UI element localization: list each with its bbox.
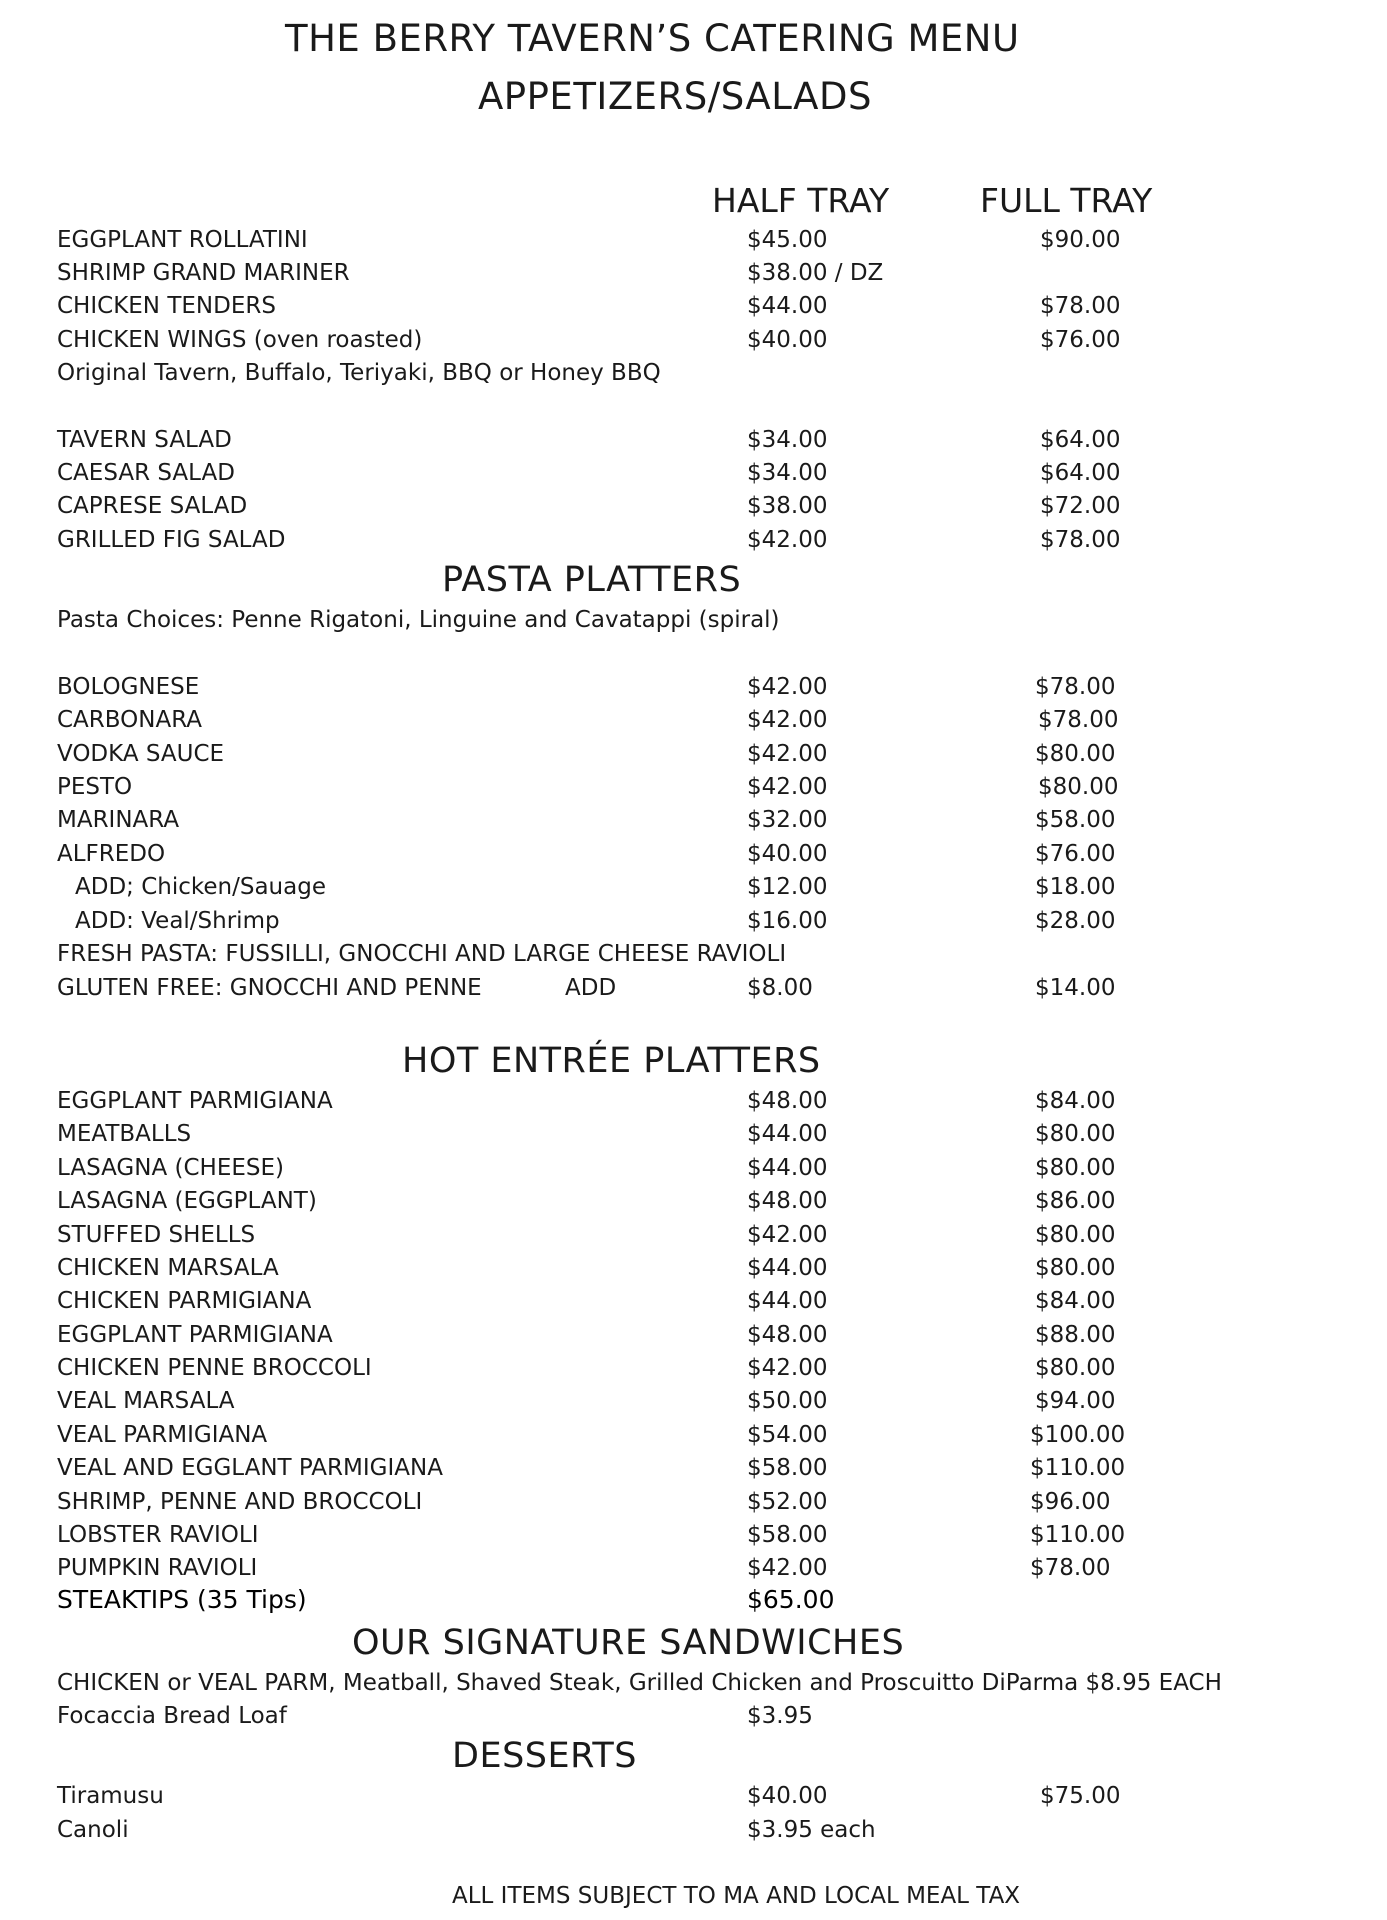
full-tray-price: $76.00 — [1040, 327, 1121, 353]
page-title: THE BERRY TAVERN’S CATERING MENU — [285, 17, 1020, 60]
half-tray-price: $50.00 — [747, 1388, 828, 1414]
full-tray-price: $28.00 — [1035, 908, 1116, 934]
section-heading-appetizers-salads: APPETIZERS/SALADS — [478, 75, 872, 118]
menu-item-name: Tiramusu — [57, 1783, 164, 1809]
half-tray-price: $40.00 — [747, 841, 828, 867]
menu-item-name: VEAL MARSALA — [57, 1388, 235, 1414]
tax-footer-note: ALL ITEMS SUBJECT TO MA AND LOCAL MEAL TAX — [452, 1883, 1021, 1909]
menu-item-name: LASAGNA (CHEESE) — [57, 1155, 285, 1181]
half-tray-price: $44.00 — [747, 1155, 828, 1181]
full-tray-price: $80.00 — [1035, 1222, 1116, 1248]
half-tray-price: $8.00 — [747, 975, 813, 1001]
menu-item-addon: ADD; Chicken/Sauage — [75, 874, 326, 900]
section-heading-pasta: PASTA PLATTERS — [442, 560, 742, 600]
menu-item-name: Canoli — [57, 1817, 129, 1843]
full-tray-price: $80.00 — [1035, 1121, 1116, 1147]
full-tray-price: $100.00 — [1030, 1422, 1126, 1448]
gluten-free-add-label: ADD — [565, 975, 617, 1001]
full-tray-price: $110.00 — [1030, 1522, 1126, 1548]
full-tray-price: $78.00 — [1038, 707, 1119, 733]
menu-item-name: EGGPLANT PARMIGIANA — [57, 1088, 333, 1114]
pasta-choices-note: Pasta Choices: Penne Rigatoni, Linguine and Cavatappi (spiral) — [57, 607, 780, 633]
menu-item-name: STUFFED SHELLS — [57, 1222, 256, 1248]
menu-item-name: EGGPLANT ROLLATINI — [57, 227, 308, 253]
menu-item-name: PUMPKIN RAVIOLI — [57, 1555, 258, 1581]
full-tray-price: $14.00 — [1035, 975, 1116, 1001]
full-tray-price: $76.00 — [1035, 841, 1116, 867]
half-tray-price: $58.00 — [747, 1455, 828, 1481]
column-header-full-tray: FULL TRAY — [980, 181, 1153, 220]
half-tray-price: $52.00 — [747, 1489, 828, 1515]
half-tray-price: $12.00 — [747, 874, 828, 900]
full-tray-price: $58.00 — [1035, 807, 1116, 833]
half-tray-price: $42.00 — [747, 741, 828, 767]
full-tray-price: $86.00 — [1035, 1188, 1116, 1214]
half-tray-price: $42.00 — [747, 774, 828, 800]
menu-item-name: MARINARA — [57, 807, 180, 833]
half-tray-price: $42.00 — [747, 674, 828, 700]
menu-item-name: CHICKEN TENDERS — [57, 293, 276, 319]
menu-item-name: PESTO — [57, 774, 133, 800]
half-tray-price: $3.95 — [747, 1703, 813, 1729]
half-tray-price: $48.00 — [747, 1322, 828, 1348]
half-tray-price: $16.00 — [747, 908, 828, 934]
half-tray-price: $45.00 — [747, 227, 828, 253]
full-tray-price: $84.00 — [1035, 1288, 1116, 1314]
full-tray-price: $80.00 — [1035, 1355, 1116, 1381]
menu-item-name: CAESAR SALAD — [57, 460, 235, 486]
full-tray-price: $78.00 — [1030, 1555, 1111, 1581]
half-tray-price: $58.00 — [747, 1522, 828, 1548]
half-tray-price: $42.00 — [747, 527, 828, 553]
full-tray-price: $78.00 — [1040, 293, 1121, 319]
menu-item-name: CARBONARA — [57, 707, 202, 733]
full-tray-price: $96.00 — [1030, 1489, 1111, 1515]
menu-item-name: CHICKEN WINGS (oven roasted) — [57, 327, 423, 353]
half-tray-price: $42.00 — [747, 1355, 828, 1381]
half-tray-price: $48.00 — [747, 1088, 828, 1114]
menu-item-name: TAVERN SALAD — [57, 427, 232, 453]
full-tray-price: $18.00 — [1035, 874, 1116, 900]
gluten-free-note: GLUTEN FREE: GNOCCHI AND PENNE — [57, 975, 482, 1001]
half-tray-price: $32.00 — [747, 807, 828, 833]
half-tray-price: $40.00 — [747, 327, 828, 353]
menu-item-name: CAPRESE SALAD — [57, 493, 248, 519]
column-header-half-tray: HALF TRAY — [712, 181, 890, 220]
full-tray-price: $84.00 — [1035, 1088, 1116, 1114]
menu-item-name: LASAGNA (EGGPLANT) — [57, 1188, 317, 1214]
full-tray-price: $72.00 — [1040, 493, 1121, 519]
full-tray-price: $94.00 — [1035, 1388, 1116, 1414]
full-tray-price: $80.00 — [1038, 774, 1119, 800]
menu-item-name: VODKA SAUCE — [57, 741, 225, 767]
menu-item-name: CHICKEN PARMIGIANA — [57, 1288, 312, 1314]
half-tray-price: $34.00 — [747, 427, 828, 453]
half-tray-price: $38.00 / DZ — [747, 260, 884, 286]
menu-item-name: SHRIMP, PENNE AND BROCCOLI — [57, 1489, 423, 1515]
half-tray-price: $3.95 each — [747, 1817, 876, 1843]
half-tray-price: $65.00 — [747, 1585, 835, 1614]
sandwich-description: CHICKEN or VEAL PARM, Meatball, Shaved Steak, Grilled Chicken and Proscuitto DiParma $8.95 EACH — [57, 1670, 1222, 1696]
half-tray-price: $44.00 — [747, 1121, 828, 1147]
menu-item-name: CHICKEN PENNE BROCCOLI — [57, 1355, 372, 1381]
menu-item-name: BOLOGNESE — [57, 674, 200, 700]
menu-item-name: ALFREDO — [57, 841, 166, 867]
full-tray-price: $78.00 — [1035, 674, 1116, 700]
full-tray-price: $80.00 — [1035, 741, 1116, 767]
full-tray-price: $88.00 — [1035, 1322, 1116, 1348]
menu-item-name: LOBSTER RAVIOLI — [57, 1522, 259, 1548]
section-heading-hot-entrees: HOT ENTRÉE PLATTERS — [402, 1041, 821, 1081]
menu-item-name: SHRIMP GRAND MARINER — [57, 260, 350, 286]
menu-item-name: VEAL AND EGGLANT PARMIGIANA — [57, 1455, 443, 1481]
half-tray-price: $44.00 — [747, 1288, 828, 1314]
full-tray-price: $64.00 — [1040, 427, 1121, 453]
full-tray-price: $80.00 — [1035, 1155, 1116, 1181]
half-tray-price: $42.00 — [747, 1222, 828, 1248]
half-tray-price: $42.00 — [747, 1555, 828, 1581]
half-tray-price: $48.00 — [747, 1188, 828, 1214]
section-heading-sandwiches: OUR SIGNATURE SANDWICHES — [352, 1623, 905, 1663]
half-tray-price: $44.00 — [747, 1255, 828, 1281]
menu-item-name: EGGPLANT PARMIGIANA — [57, 1322, 333, 1348]
menu-item-name: CHICKEN MARSALA — [57, 1255, 279, 1281]
full-tray-price: $80.00 — [1035, 1255, 1116, 1281]
half-tray-price: $42.00 — [747, 707, 828, 733]
menu-item-description: Original Tavern, Buffalo, Teriyaki, BBQ or Honey BBQ — [57, 360, 661, 386]
half-tray-price: $40.00 — [747, 1783, 828, 1809]
full-tray-price: $78.00 — [1040, 527, 1121, 553]
full-tray-price: $64.00 — [1040, 460, 1121, 486]
menu-item-name: VEAL PARMIGIANA — [57, 1422, 268, 1448]
menu-item-name: Focaccia Bread Loaf — [57, 1703, 287, 1729]
half-tray-price: $54.00 — [747, 1422, 828, 1448]
full-tray-price: $110.00 — [1030, 1455, 1126, 1481]
full-tray-price: $75.00 — [1040, 1783, 1121, 1809]
menu-item-name-steaktips: STEAKTIPS (35 Tips) — [57, 1585, 307, 1614]
half-tray-price: $44.00 — [747, 293, 828, 319]
section-heading-desserts: DESSERTS — [452, 1736, 637, 1776]
half-tray-price: $34.00 — [747, 460, 828, 486]
fresh-pasta-note: FRESH PASTA: FUSSILLI, GNOCCHI AND LARGE CHEESE RAVIOLI — [57, 941, 787, 967]
menu-item-name: MEATBALLS — [57, 1121, 192, 1147]
menu-item-addon: ADD: Veal/Shrimp — [75, 908, 280, 934]
menu-item-name: GRILLED FIG SALAD — [57, 527, 286, 553]
half-tray-price: $38.00 — [747, 493, 828, 519]
full-tray-price: $90.00 — [1040, 227, 1121, 253]
